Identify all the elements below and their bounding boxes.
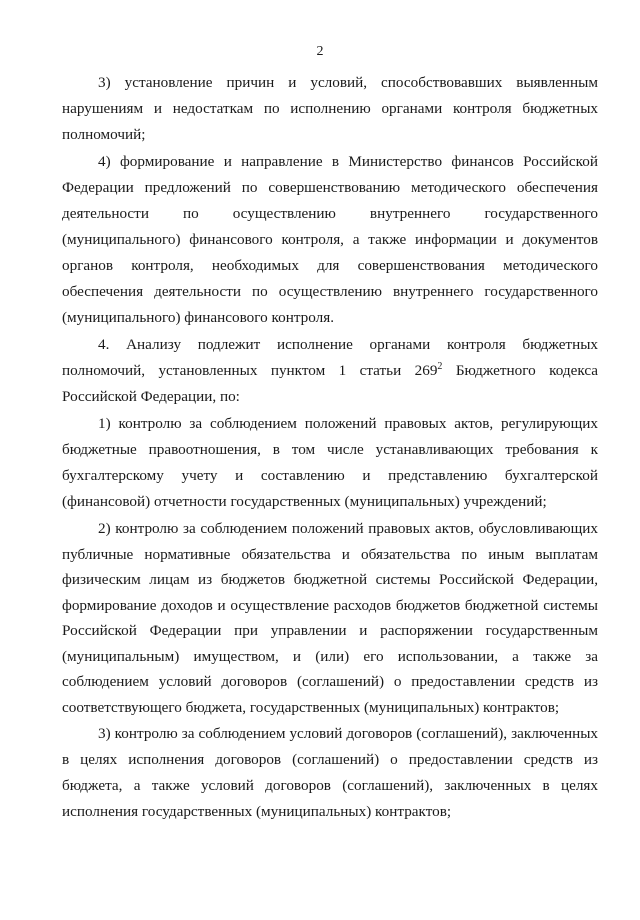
paragraph-subitem-2: 2) контролю за соблюдением положений правовых актов, обусловливающих публичные нормативные обязательства и обязательства по иным выплатам физическим лицам из бюджетов бюджетной системы Российской Федерации, формирование доходов и осуществление расходов бюджетов бюджетной системы Российской Федерации при управлении и распоряжении государственным (муниципальным) имуществом, и (или) его использовании, а также за соблюдением условий договоров (соглашений) о предоставлении средств из соответствующего бюджета, государственных (муниципальных) контрактов; bbox=[62, 520, 598, 716]
article-superscript: 2 bbox=[437, 360, 443, 372]
paragraph-section-4 bbox=[62, 332, 598, 410]
paragraph-item-3: 3) установление причин и условий, способствовавших выявленным нарушениям и недостаткам по исполнению органами контроля бюджетных полномочий; bbox=[62, 74, 598, 143]
section-4-text-end: Бюджетного кодекса Российской Федерации, по: bbox=[62, 362, 599, 405]
section-4-text-start: 4. Анализу подлежит исполнение органами контроля бюджетных полномочий, установленных пунктом 1 статьи 269 bbox=[62, 336, 598, 379]
paragraph-subitem-1: 1) контролю за соблюдением положений правовых актов, регулирующих бюджетные правоотношения, в том числе устанавливающих требования к бухгалтерскому учету и составлению и представлению бухгалтерской (финансовой) отчетности государственных (муниципальных) учреждений; bbox=[62, 415, 598, 510]
paragraph-subitem-3: 3) контролю за соблюдением условий договоров (соглашений), заключенных в целях исполнения договоров (соглашений) о предоставлении средств из бюджета, а также условий договоров (соглашений), заключенных в целях исполнения государственных (муниципальных) контрактов; bbox=[62, 725, 598, 820]
page-number: 2 bbox=[316, 44, 324, 59]
document-body bbox=[62, 70, 598, 826]
paragraph-item-4: 4) формирование и направление в Министерство финансов Российской Федерации предложений по совершенствованию методического обеспечения деятельности по осуществлению внутреннего государственного (муниципального) финансового контроля, а также информации и документов органов контроля, необходимых для совершенствования методического обеспечения деятельности по осуществлению внутреннего государственного (муниципального) финансового контроля. bbox=[62, 153, 598, 326]
